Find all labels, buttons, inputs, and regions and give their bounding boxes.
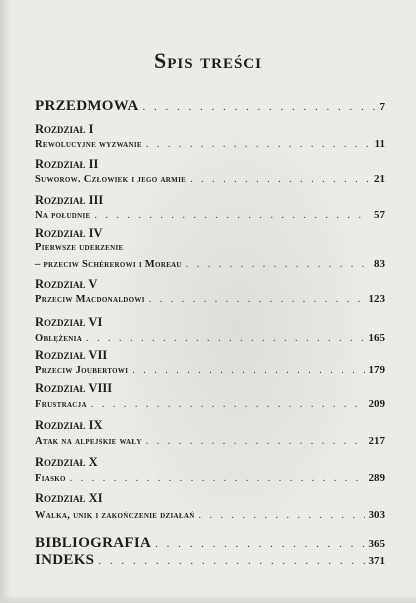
leader-dots bbox=[132, 365, 364, 376]
leader-dots bbox=[149, 294, 365, 305]
chapter-number: Rozdział VI bbox=[35, 315, 103, 329]
leader-dots bbox=[91, 399, 365, 410]
page-number: 303 bbox=[368, 509, 385, 521]
toc-index-page: 371 bbox=[368, 555, 385, 567]
chapter-title: Suworow. Człowiek i jego armie bbox=[35, 174, 187, 185]
page-number: 217 bbox=[368, 435, 385, 447]
page-number: 209 bbox=[368, 398, 385, 410]
page-number: 83 bbox=[374, 258, 385, 270]
page-number: 179 bbox=[368, 364, 385, 376]
toc-bibliography-label: BIBLIOGRAFIA bbox=[35, 535, 152, 551]
toc-entry bbox=[35, 472, 385, 484]
chapter-title: Na południe bbox=[35, 210, 91, 221]
page-number: 57 bbox=[374, 209, 385, 221]
chapter-number: Rozdział V bbox=[35, 277, 98, 291]
chapter-number: Rozdział XI bbox=[35, 491, 103, 505]
page-number: 165 bbox=[368, 332, 385, 344]
toc-index bbox=[35, 552, 385, 569]
toc-preface-label: PRZEDMOWA bbox=[35, 98, 139, 114]
page-number: 11 bbox=[374, 138, 385, 150]
leader-dots bbox=[98, 555, 364, 567]
toc-index-label: INDEKS bbox=[35, 552, 95, 568]
toc-entry bbox=[35, 509, 385, 521]
chapter-title: Przeciw Macdonaldowi bbox=[35, 294, 145, 305]
chapter-title: – przeciw Schérerowi i Moreau bbox=[35, 259, 182, 270]
chapter-title-line1: Pierwsze uderzenie bbox=[35, 242, 124, 253]
chapter-title: Atak na alpejskie wały bbox=[35, 436, 142, 447]
chapter-number: Rozdział II bbox=[35, 157, 99, 171]
toc-preface-page: 7 bbox=[379, 101, 385, 113]
chapter-title: Oblężenia bbox=[35, 333, 83, 344]
toc-entry bbox=[35, 435, 385, 447]
page-title: Spis treści bbox=[154, 48, 262, 73]
toc-preface bbox=[35, 98, 385, 115]
toc-entry bbox=[35, 293, 385, 305]
leader-dots bbox=[199, 510, 365, 521]
page-number: 21 bbox=[374, 173, 385, 185]
page-left-shadow bbox=[0, 0, 10, 603]
chapter-number: Rozdział VII bbox=[35, 348, 108, 362]
toc-entry bbox=[35, 332, 385, 344]
page-number: 123 bbox=[368, 293, 385, 305]
chapter-number: Rozdział III bbox=[35, 193, 104, 207]
chapter-title: Fiasko bbox=[35, 473, 66, 484]
chapter-number: Rozdział X bbox=[35, 455, 98, 469]
chapter-title: Walka, unik i zakończenie działań bbox=[35, 510, 195, 521]
leader-dots bbox=[70, 473, 365, 484]
toc-entry bbox=[35, 364, 385, 376]
toc-entry bbox=[35, 173, 385, 185]
table-of-contents bbox=[35, 0, 385, 603]
leader-dots bbox=[143, 101, 376, 113]
leader-dots bbox=[146, 436, 365, 447]
chapter-number: Rozdział I bbox=[35, 122, 94, 136]
leader-dots bbox=[155, 538, 364, 550]
toc-bibliography bbox=[35, 535, 385, 552]
chapter-title: Przeciw Joubertowi bbox=[35, 365, 129, 376]
toc-entry bbox=[35, 209, 385, 221]
chapter-number: Rozdział IX bbox=[35, 418, 103, 432]
leader-dots bbox=[190, 174, 370, 185]
toc-entry bbox=[35, 398, 385, 410]
chapter-title: Frustracja bbox=[35, 399, 87, 410]
chapter-title: Rewolucyjne wyzwanie bbox=[35, 139, 142, 150]
chapter-number: Rozdział VIII bbox=[35, 381, 113, 395]
leader-dots bbox=[146, 139, 371, 150]
toc-bibliography-page: 365 bbox=[368, 538, 385, 550]
page-number: 289 bbox=[368, 472, 385, 484]
leader-dots bbox=[186, 259, 370, 270]
leader-dots bbox=[95, 210, 370, 221]
leader-dots bbox=[86, 333, 364, 344]
toc-entry bbox=[35, 138, 385, 150]
chapter-number: Rozdział IV bbox=[35, 226, 103, 240]
toc-entry bbox=[35, 258, 385, 270]
